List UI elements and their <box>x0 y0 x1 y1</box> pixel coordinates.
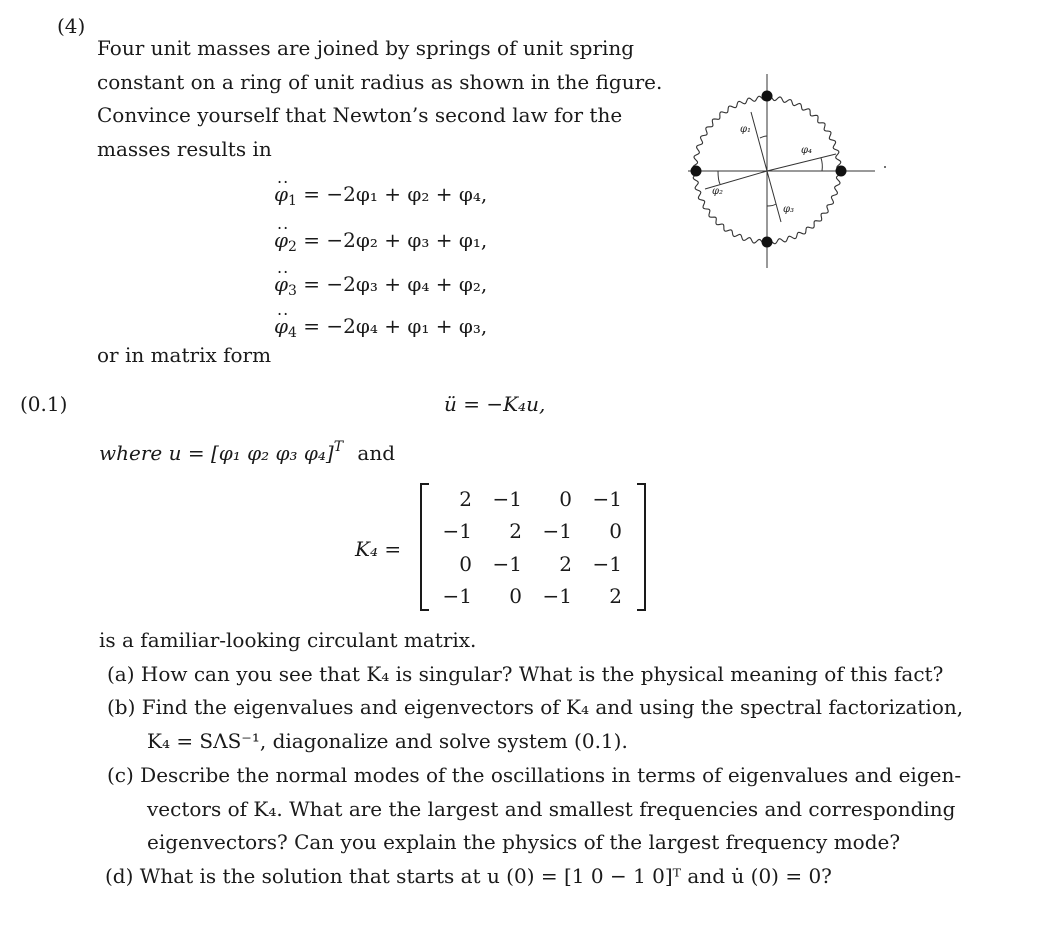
equation-lhs-sub: 3 <box>288 283 297 299</box>
matrix-cell: 2 <box>509 519 522 543</box>
matrix-cell: −1 <box>442 584 472 608</box>
circulant-text: is a familiar-looking circulant matrix. <box>99 628 477 652</box>
equation-rhs: = −2φ₁ + φ₂ + φ₄, <box>303 182 488 206</box>
question-c-line-2: vectors of K₄. What are the largest and smallest frequencies and corresponding <box>147 797 956 821</box>
equation-2 <box>274 228 487 255</box>
equation-label: (0.1) <box>20 392 68 416</box>
stray-dot <box>884 166 886 168</box>
matrix-cell: −1 <box>492 487 522 511</box>
question-d: (d) What is the solution that starts at u (0) = [1 0 − 1 0]ᵀ and u̇ (0) = 0? <box>105 864 832 888</box>
equation-rhs: = −2φ₃ + φ₄ + φ₂, <box>303 272 488 296</box>
matrix-cell: 2 <box>609 584 622 608</box>
matrix-cell: 2 <box>559 552 572 576</box>
phi4-arc <box>821 158 822 171</box>
matrix-cell: 2 <box>459 487 472 511</box>
matrix-form-text: or in matrix form <box>97 343 272 367</box>
equation-rhs: = −2φ₂ + φ₃ + φ₁, <box>303 228 488 252</box>
matrix-cell: −1 <box>592 552 622 576</box>
phi4-label: φ₄ <box>801 145 813 156</box>
equation-lhs-sub: 2 <box>288 239 297 255</box>
question-b-line-1: (b) Find the eigenvalues and eigenvectors of K₄ and using the spectral factorization, <box>107 695 964 719</box>
phi2-label: φ₂ <box>712 186 724 197</box>
question-b-line-2: K₄ = SΛS⁻¹, diagonalize and solve system (0.1). <box>147 729 628 753</box>
intro-line: Four unit masses are joined by springs of unit spring <box>97 36 635 60</box>
main-equation: ü = −K₄u, <box>444 392 546 416</box>
matrix-cell: 0 <box>559 487 572 511</box>
phi4-line <box>767 154 836 171</box>
phi3-arc <box>767 204 776 206</box>
matrix-k4 <box>420 483 646 611</box>
ring-figure <box>680 72 890 272</box>
equation-3 <box>274 272 487 299</box>
mass-bottom <box>762 237 773 248</box>
equation-1 <box>274 182 487 209</box>
matrix-cell: −1 <box>592 487 622 511</box>
mass-right <box>836 166 847 177</box>
equation-lhs-phi: .. φ <box>274 314 288 338</box>
matrix-cell: 0 <box>509 584 522 608</box>
equation-lhs-sub: 1 <box>288 193 297 209</box>
matrix-label: K₄ = <box>355 537 402 561</box>
problem-number: (4) <box>57 14 86 38</box>
matrix-cell: −1 <box>492 552 522 576</box>
where-and: and <box>357 441 396 465</box>
equation-rhs: = −2φ₄ + φ₁ + φ₃, <box>303 314 488 338</box>
phi3-line <box>767 171 781 222</box>
question-a: (a) How can you see that K₄ is singular? What is the physical meaning of this fact? <box>107 662 944 686</box>
matrix-cell: 0 <box>459 552 472 576</box>
intro-line: Convince yourself that Newton’s second law for the <box>97 103 623 127</box>
equation-lhs-phi: .. φ <box>274 182 288 206</box>
matrix-cell: −1 <box>542 584 572 608</box>
phi1-line <box>751 112 767 171</box>
matrix-cell: −1 <box>542 519 572 543</box>
equation-lhs-phi: .. φ <box>274 228 288 252</box>
phi2-arc <box>718 171 720 184</box>
phi3-label: φ₃ <box>783 204 795 215</box>
question-c-line-1: (c) Describe the normal modes of the oscillations in terms of eigenvalues and eigen- <box>107 763 962 787</box>
equation-lhs-sub: 4 <box>288 325 297 341</box>
intro-line: constant on a ring of unit radius as shown in the figure. <box>97 69 663 94</box>
intro-line: masses results in <box>97 136 272 161</box>
question-c-line-3: eigenvectors? Can you explain the physics of the largest frequency mode? <box>147 830 901 854</box>
equation-4 <box>274 314 487 341</box>
where-text: where u = [φ₁ φ₂ φ₃ φ₄] <box>99 441 334 465</box>
equation-lhs-phi: .. φ <box>274 272 288 296</box>
matrix-cell: −1 <box>442 519 472 543</box>
phi1-arc <box>760 136 767 138</box>
intro-paragraph <box>97 32 662 166</box>
phi1-label: φ₁ <box>740 124 752 135</box>
mass-left <box>691 166 702 177</box>
where-line <box>99 439 395 465</box>
transpose-sup: T <box>333 439 344 455</box>
matrix-cell: 0 <box>609 519 622 543</box>
mass-top <box>762 91 773 102</box>
